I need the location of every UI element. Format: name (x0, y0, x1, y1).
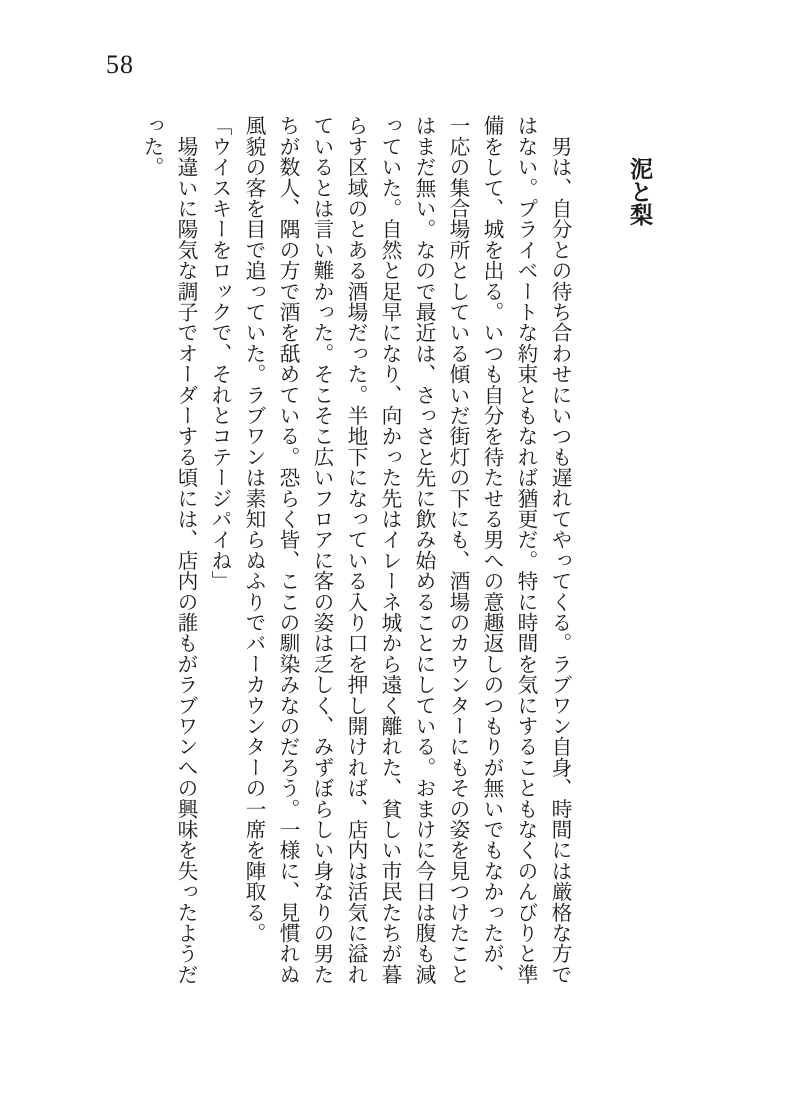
text-column: っていた。自然と足早になり、向かった先はイレーネ城から遠く離れた、貧しい市民たちが暮 (378, 115, 400, 985)
text-column: 風貌の客を目で追っていた。ラブワンは素知らぬふりでバーカウンターの一席を陣取る。 (242, 115, 264, 943)
text-column: ちが数人、隅の方で酒を舐めている。恐らく皆、ここの馴染みなのだろう。一様に、見慣れぬ (276, 115, 298, 985)
text-column: 一応の集合場所としている傾いだ街灯の下にも、酒場のカウンターにもその姿を見つけたこと (446, 115, 468, 985)
text-column: った。 (140, 115, 162, 178)
text-column: 場違いに陽気な調子でオーダーする頃には、店内の誰もがラブワンへの興味を失ったようだ (174, 115, 196, 985)
text-column: 備をして、城を出る。いつも自分を待たせる男への意趣返しのつもりが無いでもなかったが、 (480, 115, 502, 985)
text-column: らす区域のとある酒場だった。半地下になっている入り口を押し開ければ、店内は活気に溢れ (344, 115, 366, 985)
text-column: 「ウイスキーをロックで、それとコテージパイね」 (208, 115, 230, 592)
page-content (134, 115, 657, 1000)
page-number: 58 (106, 50, 134, 79)
chapter-title: 泥と梨 (627, 157, 653, 226)
text-column: はまだ無い。なので最近は、さっさと先に飲み始めることにしている。おまけに今日は腹も減 (412, 115, 434, 985)
text-column: はない。プライベートな約束ともなれば猶更だ。特に時間を気にすることもなくのんびりと準 (514, 115, 536, 985)
text-column: 男は、自分との待ち合わせにいつも遅れてやってくる。ラブワン自身、時間には厳格な方で (548, 115, 570, 985)
text-column: ているとは言い難かった。そこそこ広いフロアに客の姿は乏しく、みずぼらしい身なりの男た (310, 115, 332, 985)
